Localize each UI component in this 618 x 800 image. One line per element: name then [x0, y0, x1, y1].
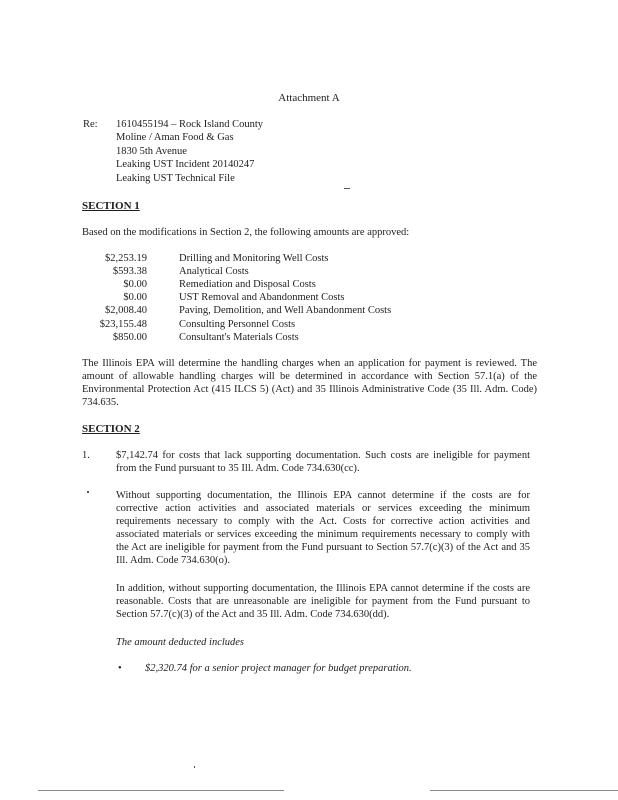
reasonableness-paragraph: In addition, without supporting documentation, the Illinois EPA cannot determine if the costs are reasonable. Costs that are unreasonable are ineligible for payment from the Fund pursuant to Section 57.7(c)(3) of the Act and 35 Ill. Adm. Code 734.630(dd).: [116, 583, 530, 620]
cost-label: Consultant's Materials Costs: [179, 332, 299, 343]
cost-amount: $2,008.40: [105, 305, 147, 316]
cost-amount: $2,253.19: [105, 253, 147, 264]
deducted-label: The amount deducted includes: [116, 637, 245, 648]
item-1-text: $7,142.74 for costs that lack supporting documentation. Such costs are ineligible for payment from the Fund pursuant to 35 Ill. Adm. Code 734.630(cc).: [116, 450, 530, 474]
scan-edge-line: [430, 790, 618, 791]
cost-amount: $850.00: [112, 332, 147, 343]
cost-label: Drilling and Monitoring Well Costs: [179, 253, 329, 264]
cost-amount: $593.38: [112, 266, 147, 277]
cost-label: Analytical Costs: [179, 266, 249, 277]
section-1-intro: Based on the modifications in Section 2, the following amounts are approved:: [82, 227, 410, 238]
re-line-file: Leaking UST Technical File: [116, 173, 235, 184]
cost-amount: $0.00: [123, 292, 147, 303]
handling-charges-paragraph: The Illinois EPA will determine the handling charges when an application for payment is reviewed. The amount of allowable handling charges will be determined in accordance with Section 57.1(a) of the Environmental Protection Act (415 ILCS 5) (Act) and 35 Illinois Administrative Code (35 Ill. Adm. Code) 734.635.: [82, 358, 537, 408]
re-label: Re:: [83, 119, 98, 130]
scan-dot: [87, 491, 89, 493]
bullet-text: $2,320.74 for a senior project manager for budget preparation.: [145, 663, 412, 674]
re-line-site-name: Moline / Aman Food & Gas: [116, 132, 234, 143]
cost-label: UST Removal and Abandonment Costs: [179, 292, 345, 303]
supporting-docs-paragraph: Without supporting documentation, the Illinois EPA cannot determine if the costs are for corrective action activities and associated materials or services exceeding the minimum requirements necessary to comply with the Act. Costs for corrective action activities and associated materials or services exceeding the minimum requirements necessary to comply with the Act are ineligible for payment from the Fund pursuant to Section 57.7(c)(3) of the Act and 35 Ill. Adm. Code 734.630(o).: [116, 490, 530, 566]
section-2-heading: SECTION 2: [82, 423, 140, 435]
cost-label: Consulting Personnel Costs: [179, 319, 296, 330]
section-1-heading: SECTION 1: [82, 200, 140, 212]
item-number: 1.: [82, 450, 90, 461]
scan-mark: [344, 188, 350, 189]
scan-edge-line: [38, 790, 284, 791]
cost-amount: $0.00: [123, 279, 147, 290]
cost-label: Paving, Demolition, and Well Abandonment Costs: [179, 305, 392, 316]
scan-dot: [194, 766, 195, 768]
cost-label: Remediation and Disposal Costs: [179, 279, 316, 290]
attachment-title: Attachment A: [278, 92, 340, 104]
re-line-address: 1830 5th Avenue: [116, 146, 187, 157]
bullet-icon: •: [118, 663, 122, 674]
re-line-incident: Leaking UST Incident 20140247: [116, 159, 255, 170]
cost-amount: $23,155.48: [99, 319, 147, 330]
re-line-site-id: 1610455194 – Rock Island County: [116, 119, 263, 130]
